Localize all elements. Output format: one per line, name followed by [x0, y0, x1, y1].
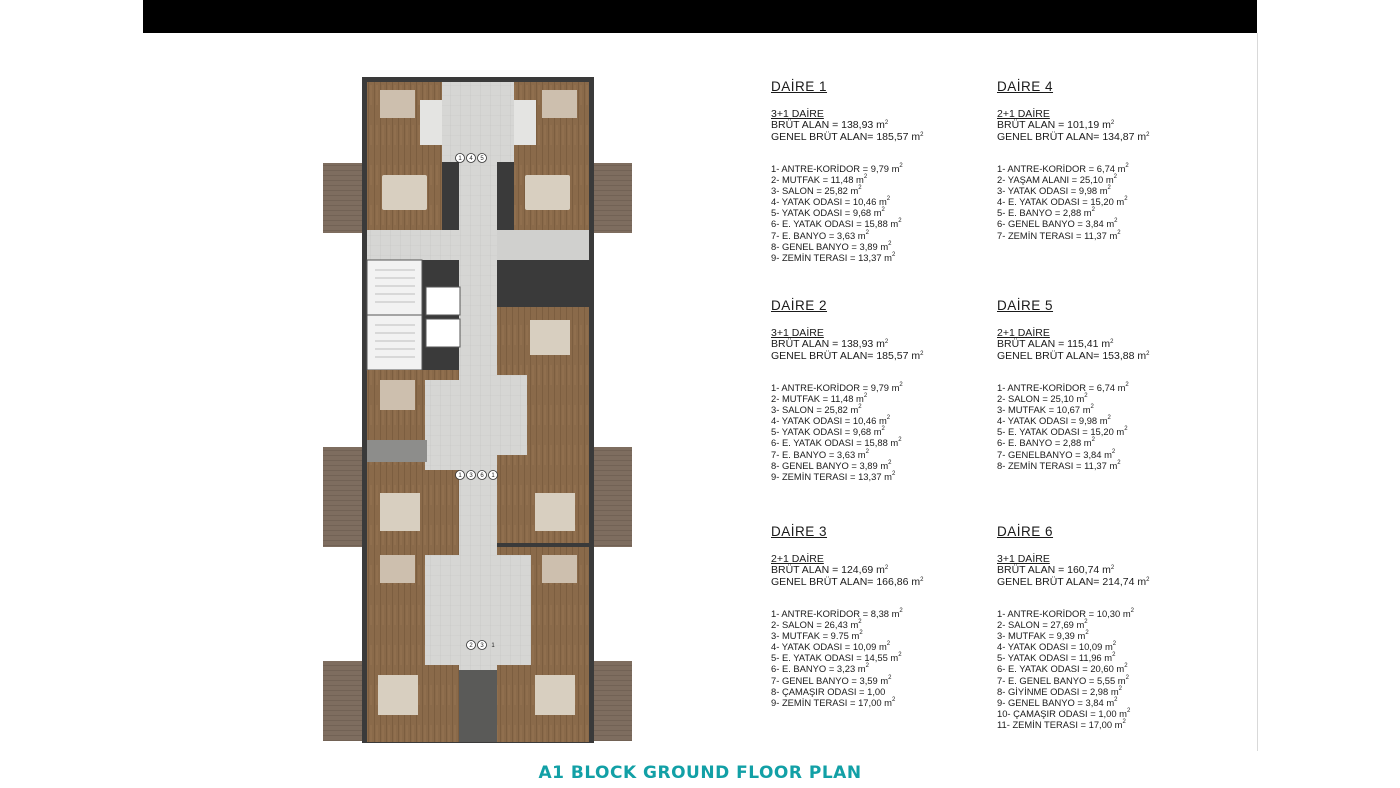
apartment-type: 2+1 DAİRE	[997, 108, 1050, 120]
room-number-marker: 1	[491, 473, 495, 480]
gross-area: BRÜT ALAN = 160,74 $m^2$	[997, 564, 1115, 576]
gross-area: BRÜT ALAN = 138,93 $m^2$	[771, 338, 889, 350]
room-item: 6- E. YATAK ODASI = 20,60 $m^2$	[997, 663, 1128, 675]
apartment-1	[771, 79, 923, 263]
room-item: 8- ÇAMAŞIR ODASI = 1,00	[771, 685, 886, 697]
room-list	[997, 163, 1149, 241]
room-item: 9- ZEMİN TERASI = 17,00 $m^2$	[771, 696, 896, 708]
room-item: 4- YATAK ODASI = 9,98 $m^2$	[997, 415, 1111, 427]
apartment-5	[997, 298, 1149, 471]
room-number-marker: 5	[480, 156, 484, 163]
apartment-2	[771, 298, 923, 482]
apartment-title: DAİRE 1	[771, 79, 828, 94]
room-item: 8- GİYİNME ODASI = 2,98 $m^2$	[997, 685, 1122, 697]
gross-area: BRÜT ALAN = 101,19 $m^2$	[997, 119, 1115, 131]
apartment-title: DAİRE 4	[997, 79, 1054, 94]
room-number-marker: 6	[480, 473, 484, 480]
room-item: 1- ANTRE-KORİDOR = 9,79 $m^2$	[771, 382, 903, 393]
room-item: 6- E. BANYO = 2,88 $m^2$	[997, 437, 1095, 449]
top-black-bar	[143, 0, 1257, 33]
room-list	[997, 382, 1149, 471]
total-gross-area: GENEL BRÜT ALAN= 214,74 $m^2$	[997, 575, 1150, 588]
apartment-type: 3+1 DAİRE	[771, 108, 824, 120]
apartment-type: 2+1 DAİRE	[997, 327, 1050, 339]
room-item: 2- MUTFAK = 11,48 $m^2$	[771, 174, 868, 186]
room-item: 5- YATAK ODASI = 9,68 $m^2$	[771, 207, 885, 219]
room-item: 3- MUTFAK = 10,67 $m^2$	[997, 404, 1094, 416]
gross-area: BRÜT ALAN = 124,69 $m^2$	[771, 564, 889, 576]
room-item: 7- E. BANYO = 3,63 $m^2$	[771, 229, 869, 241]
room-item: 2- MUTFAK = 11,48 $m^2$	[771, 393, 868, 405]
room-item: 1- ANTRE-KORİDOR = 10,30 $m^2$	[997, 608, 1134, 619]
room-item: 8- GENEL BANYO = 3,89 $m^2$	[771, 240, 892, 252]
gross-area: BRÜT ALAN = 138,93 $m^2$	[771, 119, 889, 131]
room-item: 6- E. BANYO = 3,23 $m^2$	[771, 663, 869, 675]
room-item: 5- YATAK ODASI = 11,96 $m^2$	[997, 652, 1116, 664]
total-gross-area: GENEL BRÜT ALAN= 185,57 $m^2$	[771, 349, 924, 362]
room-number-marker: 1	[491, 643, 495, 650]
room-item: 1- ANTRE-KORİDOR = 6,74 $m^2$	[997, 163, 1129, 174]
total-gross-area: GENEL BRÜT ALAN= 134,87 $m^2$	[997, 130, 1150, 143]
room-item: 2- SALON = 26,43 $m^2$	[771, 619, 862, 631]
room-item: 4- E. YATAK ODASI = 15,20 $m^2$	[997, 196, 1128, 208]
room-item: 1- ANTRE-KORİDOR = 9,79 $m^2$	[771, 163, 903, 174]
room-list	[771, 163, 923, 263]
apartment-type: 2+1 DAİRE	[771, 553, 824, 565]
room-number-marker: 1	[458, 473, 462, 480]
room-item: 3- SALON = 25,82 $m^2$	[771, 185, 862, 197]
room-number-marker: 2	[469, 643, 473, 650]
total-gross-area: GENEL BRÜT ALAN= 185,57 $m^2$	[771, 130, 924, 143]
room-item: 1- ANTRE-KORİDOR = 8,38 $m^2$	[771, 608, 903, 619]
room-item: 9- ZEMİN TERASI = 13,37 $m^2$	[771, 251, 896, 263]
room-item: 7- GENELBANYO = 3,84 $m^2$	[997, 448, 1116, 460]
room-item: 7- GENEL BANYO = 3,59 $m^2$	[771, 674, 892, 686]
apartment-type: 3+1 DAİRE	[771, 327, 824, 339]
room-item: 8- ZEMİN TERASI = 11,37 $m^2$	[997, 459, 1121, 471]
room-item: 6- E. YATAK ODASI = 15,88 $m^2$	[771, 218, 902, 230]
apartment-title: DAİRE 3	[771, 524, 828, 539]
apartment-title: DAİRE 6	[997, 524, 1054, 539]
room-list	[771, 608, 923, 708]
room-item: 3- SALON = 25,82 $m^2$	[771, 404, 862, 416]
room-item: 5- YATAK ODASI = 9,68 $m^2$	[771, 426, 885, 438]
apartment-title: DAİRE 5	[997, 298, 1054, 313]
room-item: 7- E. GENEL BANYO = 5,55 $m^2$	[997, 674, 1129, 686]
room-item: 9- GENEL BANYO = 3,84 $m^2$	[997, 696, 1118, 708]
room-item: 3- MUTFAK = 9.75 $m^2$	[771, 630, 863, 642]
room-number-marker: 1	[458, 156, 462, 163]
room-item: 4- YATAK ODASI = 10,09 $m^2$	[771, 641, 891, 653]
room-item: 5- E. YATAK ODASI = 14,55 $m^2$	[771, 652, 902, 664]
room-item: 3- MUTFAK = 9,39 $m^2$	[997, 630, 1089, 642]
room-item: 2- YAŞAM ALANI = 25,10 $m^2$	[997, 174, 1117, 186]
apartment-3	[771, 524, 923, 708]
room-item: 1- ANTRE-KORİDOR = 6,74 $m^2$	[997, 382, 1129, 393]
room-item: 2- SALON = 25,10 $m^2$	[997, 393, 1088, 405]
room-list	[771, 382, 923, 482]
apartment-4	[997, 79, 1149, 241]
room-item: 4- YATAK ODASI = 10,09 $m^2$	[997, 641, 1117, 653]
page-edge-line	[1257, 33, 1258, 751]
room-item: 11- ZEMİN TERASI = 17,00 $m^2$	[997, 718, 1126, 730]
apartment-title: DAİRE 2	[771, 298, 828, 313]
room-item: 5- E. BANYO = 2,88 $m^2$	[997, 207, 1095, 219]
room-item: 9- ZEMİN TERASI = 13,37 $m^2$	[771, 470, 896, 482]
room-list	[997, 608, 1149, 730]
room-item: 4- YATAK ODASI = 10,46 $m^2$	[771, 196, 891, 208]
room-item: 7- ZEMİN TERASI = 11,37 $m^2$	[997, 229, 1121, 241]
total-gross-area: GENEL BRÜT ALAN= 166,86 $m^2$	[771, 575, 924, 588]
room-number-marker: 3	[480, 643, 484, 650]
room-item: 5- E. YATAK ODASI = 15,20 $m^2$	[997, 426, 1128, 438]
room-item: 6- E. YATAK ODASI = 15,88 $m^2$	[771, 437, 902, 449]
room-item: 3- YATAK ODASI = 9,98 $m^2$	[997, 185, 1111, 197]
apartment-type: 3+1 DAİRE	[997, 553, 1050, 565]
room-item: 10- ÇAMAŞIR ODASI = 1,00 $m^2$	[997, 707, 1131, 719]
apartment-6	[997, 524, 1149, 730]
total-gross-area: GENEL BRÜT ALAN= 153,88 $m^2$	[997, 349, 1150, 362]
gross-area: BRÜT ALAN = 115,41 $m^2$	[997, 338, 1114, 350]
room-item: 2- SALON = 27,69 $m^2$	[997, 619, 1088, 631]
room-item: 6- GENEL BANYO = 3,84 $m^2$	[997, 218, 1118, 230]
room-number-marker: 4	[469, 156, 473, 163]
room-number-marker: 3	[469, 473, 473, 480]
page-caption: A1 BLOCK GROUND FLOOR PLAN	[538, 763, 862, 783]
floor-plan-image	[320, 75, 635, 745]
room-item: 8- GENEL BANYO = 3,89 $m^2$	[771, 459, 892, 471]
room-item: 7- E. BANYO = 3,63 $m^2$	[771, 448, 869, 460]
room-item: 4- YATAK ODASI = 10,46 $m^2$	[771, 415, 891, 427]
